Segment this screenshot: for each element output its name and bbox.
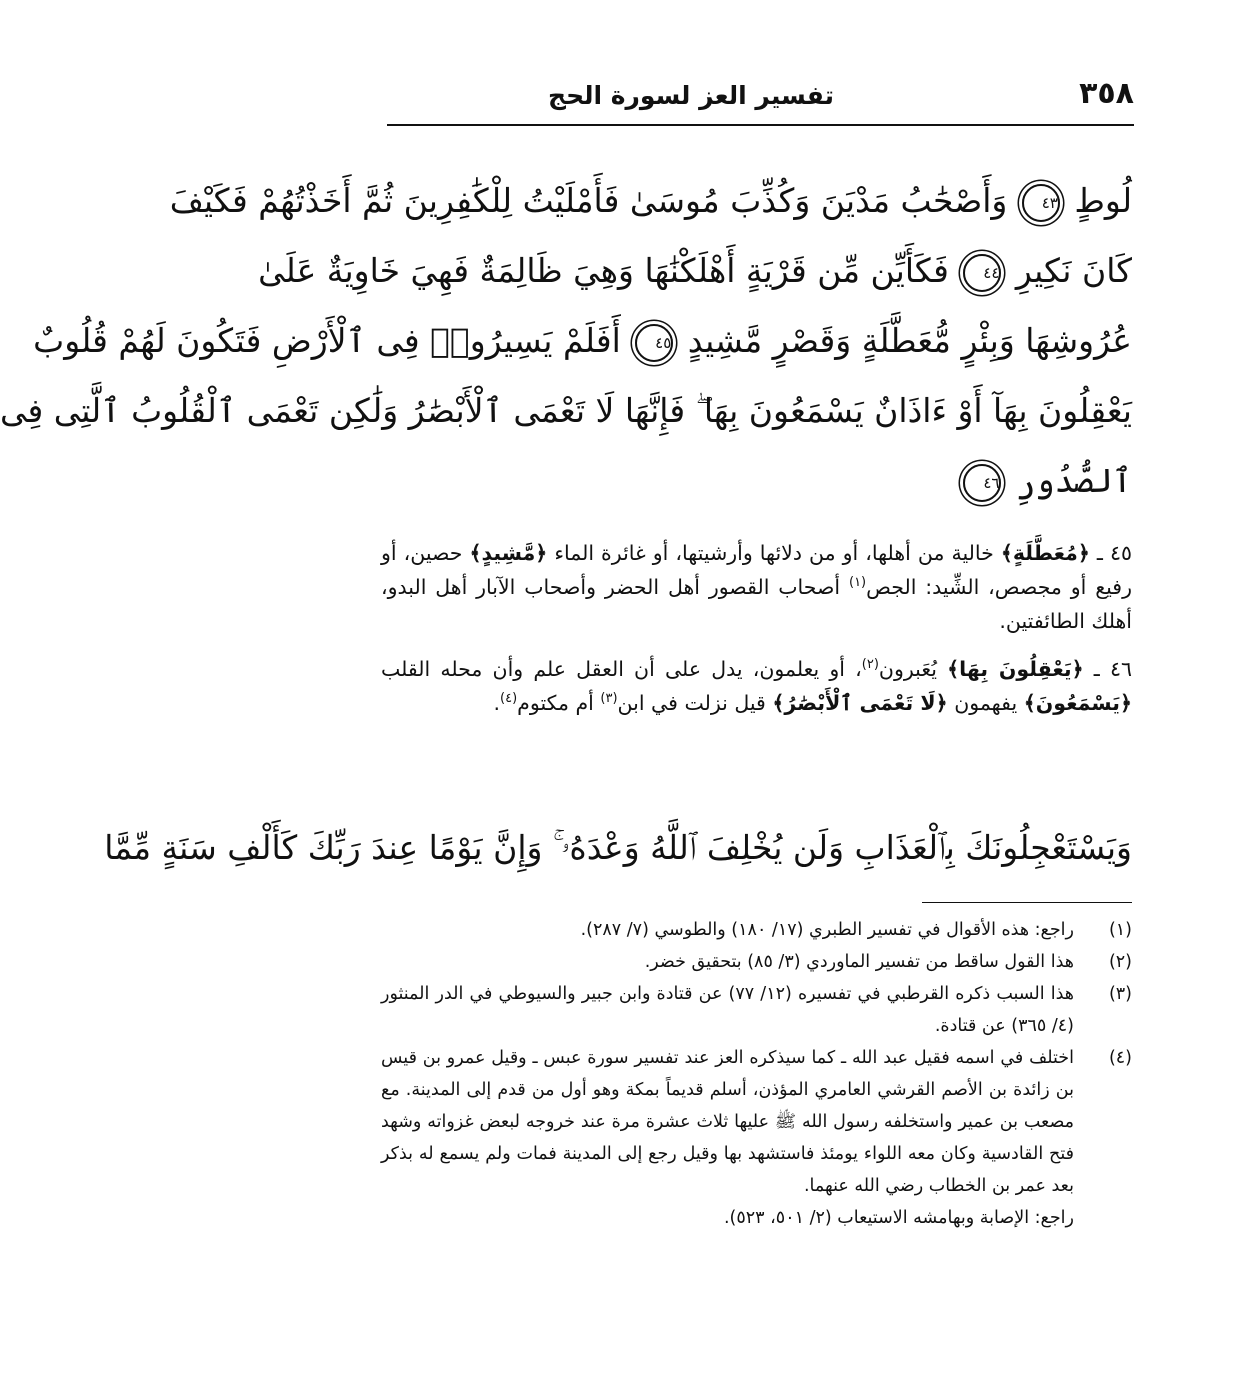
footnote-text: راجع: هذه الأقوال في تفسير الطبري (١٧/ ١٨٠) والطوسي (٧/ ٢٨٧). xyxy=(580,920,1074,940)
footnote-text: هذا السبب ذكره القرطبي في تفسيره (١٢/ ٧٧) عن قتادة وابن جبير والسيوطي في الدر المنثور (٤/ ٣٦٥) عن قتادة. xyxy=(381,984,1075,1036)
commentary-verse-46 xyxy=(381,652,1132,720)
quran-line xyxy=(33,306,1132,376)
quran-line xyxy=(258,236,1132,306)
footnotes xyxy=(381,914,1132,1234)
quran-line xyxy=(0,376,1132,446)
footnote-number: (٤) xyxy=(1108,1048,1132,1068)
quran-verse-47: وَيَسْتَعْجِلُونَكَ بِٱلْعَذَابِ وَلَن يُخْلِفَ ٱللَّهُ وَعْدَهُۥ ۚ وَإِنَّ يَوْمًا عِندَ رَبِّكَ كَأَلْفِ سَنَةٍ مِّمَّا xyxy=(104,828,1132,867)
footnote-reference: (١) xyxy=(848,575,867,591)
quran-text: ٱلصُّدُورِ xyxy=(1015,461,1132,500)
commentary-text: حصين، أو رفيع أو مجصص، الشِّيد: الجص xyxy=(381,541,1132,599)
commentary-text: . xyxy=(493,691,501,715)
footnote xyxy=(381,1042,1132,1202)
commentary-verse-45 xyxy=(381,536,1132,638)
quran-text: وَأَصْحَٰبُ مَدْيَنَ وَكُذِّبَ مُوسَىٰ فَأَمْلَيْتُ لِلْكَٰفِرِينَ ثُمَّ أَخَذْتُهُمْ فَكَيْفَ xyxy=(169,181,1008,220)
quran-term: ﴿يَعْقِلُونَ بِهَا﴾ xyxy=(947,657,1084,681)
footnote-number: (١) xyxy=(1108,920,1132,940)
quran-passage xyxy=(0,166,1132,516)
quran-text: لُوطٍ xyxy=(1074,181,1132,220)
quran-term: ﴿مُعَطَّلَةٍ﴾ xyxy=(1000,541,1090,565)
quran-text: كَانَ نَكِيرِ xyxy=(1015,251,1132,290)
running-title: تفسير العز لسورة الحج xyxy=(548,81,834,110)
quran-text: فَكَأَيِّن مِّن قَرْيَةٍ أَهْلَكْنَٰهَا وَهِيَ ظَالِمَةٌ فَهِيَ خَاوِيَةٌ عَلَىٰ xyxy=(258,251,949,290)
ayah-number-marker: ٤٤ xyxy=(963,254,1001,292)
commentary-text: يفهمون xyxy=(954,691,1018,715)
footnote xyxy=(381,946,1132,978)
quran-line xyxy=(381,446,1132,516)
footnote xyxy=(381,978,1132,1042)
footnote-text: هذا القول ساقط من تفسير الماوردي (٣/ ٨٥) بتحقيق خضر. xyxy=(644,952,1074,972)
verse-number: ٤٥ ـ xyxy=(1096,541,1132,565)
ayah-number-marker: ٤٣ xyxy=(1022,184,1060,222)
page-number: ٣٥٨ xyxy=(1079,76,1134,111)
quran-term: ﴿مَّشِيدٍ﴾ xyxy=(469,541,548,565)
footnote-number: (٣) xyxy=(1108,984,1132,1004)
quran-text: يَعْقِلُونَ بِهَآ أَوْ ءَاذَانٌ يَسْمَعُونَ بِهَا ۖ فَإِنَّهَا لَا تَعْمَى ٱلْأَبْصَٰرُ وَلَٰكِن تَعْمَى ٱلْقُلُوبُ ٱلَّتِى فِى xyxy=(0,391,1132,430)
quran-term: ﴿لَا تَعْمَى ٱلْأَبْصَٰرُ﴾ xyxy=(772,691,948,715)
commentary-text: أم مكتوم xyxy=(517,691,594,715)
page-header xyxy=(387,74,1134,124)
footnote-source-reference: راجع: الإصابة وبهامشه الاستيعاب (٢/ ٥٠١، ٥٢٣). xyxy=(723,1208,1074,1228)
footnote-number: (٢) xyxy=(1108,952,1132,972)
verse-number: ٤٦ ـ xyxy=(1093,657,1132,681)
footnote xyxy=(381,914,1132,946)
footnote-text: اختلف في اسمه فقيل عبد الله ـ كما سيذكره العز عند تفسير سورة عبس ـ وقيل عمرو بن قيس بن زائدة بن الأصم القرشي العامري المؤذن، أسلم قديماً بمكة وهو أول من قدم إلى المدينة. مع مصعب بن عمير واستخلفه رسول الله ﷺ عليها ثلاث عشرة مرة عند خروجه لبعض غزواته وشهد فتح القادسية وكان معه اللواء يومئذ فاستشهد بها وقيل رجع إلى المدينة فمات ولم يسمع له بذكر بعد عمر بن الخطاب رضي الله عنهما. xyxy=(381,1048,1074,1196)
commentary-text: ، أو يعلمون، يدل على أن العقل علم وأن محله القلب xyxy=(381,657,862,681)
commentary-text: خالية من أهلها، أو من دلائها وأرشيتها، أو غائرة الماء xyxy=(554,541,994,565)
footnote-reference: (٢) xyxy=(861,657,879,673)
quran-term: ﴿يَسْمَعُونَ﴾ xyxy=(1023,691,1132,715)
quran-text: أَفَلَمْ يَسِيرُوا۟ فِى ٱلْأَرْضِ فَتَكُونَ لَهُمْ قُلُوبٌ xyxy=(33,321,621,360)
footnote-reference: (٣) xyxy=(600,691,618,707)
commentary-text: أصحاب القصور أهل الحضر وأصحاب الآبار أهل البدو، أهلك الطائفتين. xyxy=(381,575,1132,633)
footnote-rule xyxy=(922,902,1132,903)
footnote-reference: (٤) xyxy=(500,691,518,707)
ayah-number-marker: ٤٦ xyxy=(963,464,1001,502)
quran-line xyxy=(169,166,1132,236)
commentary-text: قيل نزلت في ابن xyxy=(617,691,766,715)
commentary-text: يُعَبرون xyxy=(878,657,937,681)
header-rule xyxy=(387,124,1134,126)
ayah-number-marker: ٤٥ xyxy=(635,324,673,362)
quran-text: عُرُوشِهَا وَبِئْرٍ مُّعَطَّلَةٍ وَقَصْرٍ مَّشِيدٍ xyxy=(687,321,1132,360)
commentary xyxy=(381,536,1132,734)
